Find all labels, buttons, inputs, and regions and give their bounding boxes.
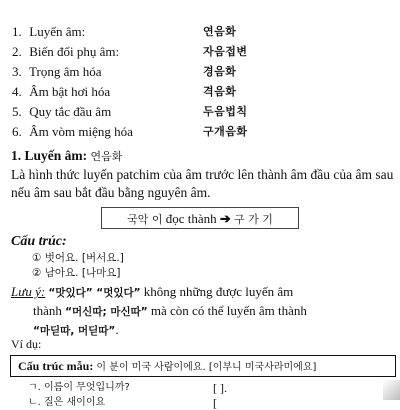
structure-line: ① 벗어요. [버서요.] <box>32 252 124 264</box>
toc-item <box>12 44 119 59</box>
toc-korean: 두음법칙 <box>203 105 248 118</box>
toc-korean: 격음화 <box>203 85 237 98</box>
toc-korean: 구개음화 <box>203 125 248 138</box>
toc-label: Trọng âm hóa <box>29 64 102 79</box>
note-korean-words: “맛있다” “멋있다” <box>48 287 141 299</box>
toc-number: 1. <box>12 24 22 39</box>
section-title-text: 1. Luyến âm: <box>11 148 88 163</box>
page-corner-shadow <box>383 380 400 400</box>
toc-korean: 연음화 <box>203 25 237 38</box>
toc-item <box>12 64 101 79</box>
pattern-label: Cấu trúc mẫu: <box>18 359 94 373</box>
section-heading <box>11 148 122 164</box>
exercise-answer-blank: [ <box>213 396 217 410</box>
toc-label: Biến đổi phụ âm: <box>29 44 120 59</box>
toc-number: 3. <box>12 64 22 79</box>
note-text: . <box>115 322 119 337</box>
example-korean-result: 구 가 기 <box>234 213 273 226</box>
example-label: Ví dụ: <box>11 337 42 351</box>
note-block <box>11 283 396 340</box>
note-korean-words: “머신따; 마신따” <box>65 306 148 318</box>
note-line <box>11 321 396 340</box>
pattern-box <box>10 355 396 377</box>
exercise-question: ㄴ. 질은 새이이요 <box>28 397 106 408</box>
toc-korean: 경음화 <box>203 65 237 78</box>
structure-line: ② 남아요. [나마요] <box>32 267 121 279</box>
note-line <box>11 302 396 321</box>
note-text: thành <box>33 303 62 318</box>
note-text: không những được luyến âm <box>143 284 294 299</box>
note-korean-words: “마딛따, 머딛따” <box>33 325 116 337</box>
pattern-korean: 이 분이 미국 사람이에요. [이부니 미국사라미에요] <box>96 362 317 373</box>
toc-item <box>12 124 133 139</box>
example-box <box>101 207 299 229</box>
exercise-question: ㄱ. 이름이 무엇입니까? <box>28 382 130 393</box>
structure-title: Cấu trúc: <box>11 234 67 249</box>
toc-label: Quy tắc đầu âm <box>29 104 112 119</box>
note-label: Lưu ý: <box>11 284 46 299</box>
toc-item <box>12 24 85 39</box>
toc-number: 2. <box>12 44 22 59</box>
toc-label: Âm bật hơi hóa <box>29 84 111 99</box>
example-korean-source: 국악 이 <box>127 213 163 226</box>
toc-number: 6. <box>12 124 22 139</box>
toc-item <box>12 104 111 119</box>
toc-item <box>12 84 110 99</box>
example-reads-as: đọc thành <box>165 211 217 226</box>
toc-number: 4. <box>12 84 22 99</box>
exercise-answer-blank: [ ]. <box>213 381 227 395</box>
section-paragraph: Là hình thức luyến patchim của âm trước lên thành âm đầu của âm sau nếu âm sau bắt đầu bằng nguyên âm. <box>11 167 394 200</box>
arrow-right-icon: ➔ <box>219 211 231 226</box>
toc-label: Âm vòm miệng hóa <box>29 124 133 139</box>
toc-label: Luyến âm: <box>29 24 86 39</box>
toc-korean: 자음접변 <box>203 45 248 58</box>
section-title-korean: 연음화 <box>90 150 123 163</box>
toc-number: 5. <box>12 104 22 119</box>
note-text: mà còn có thể luyến âm thành <box>150 303 307 318</box>
